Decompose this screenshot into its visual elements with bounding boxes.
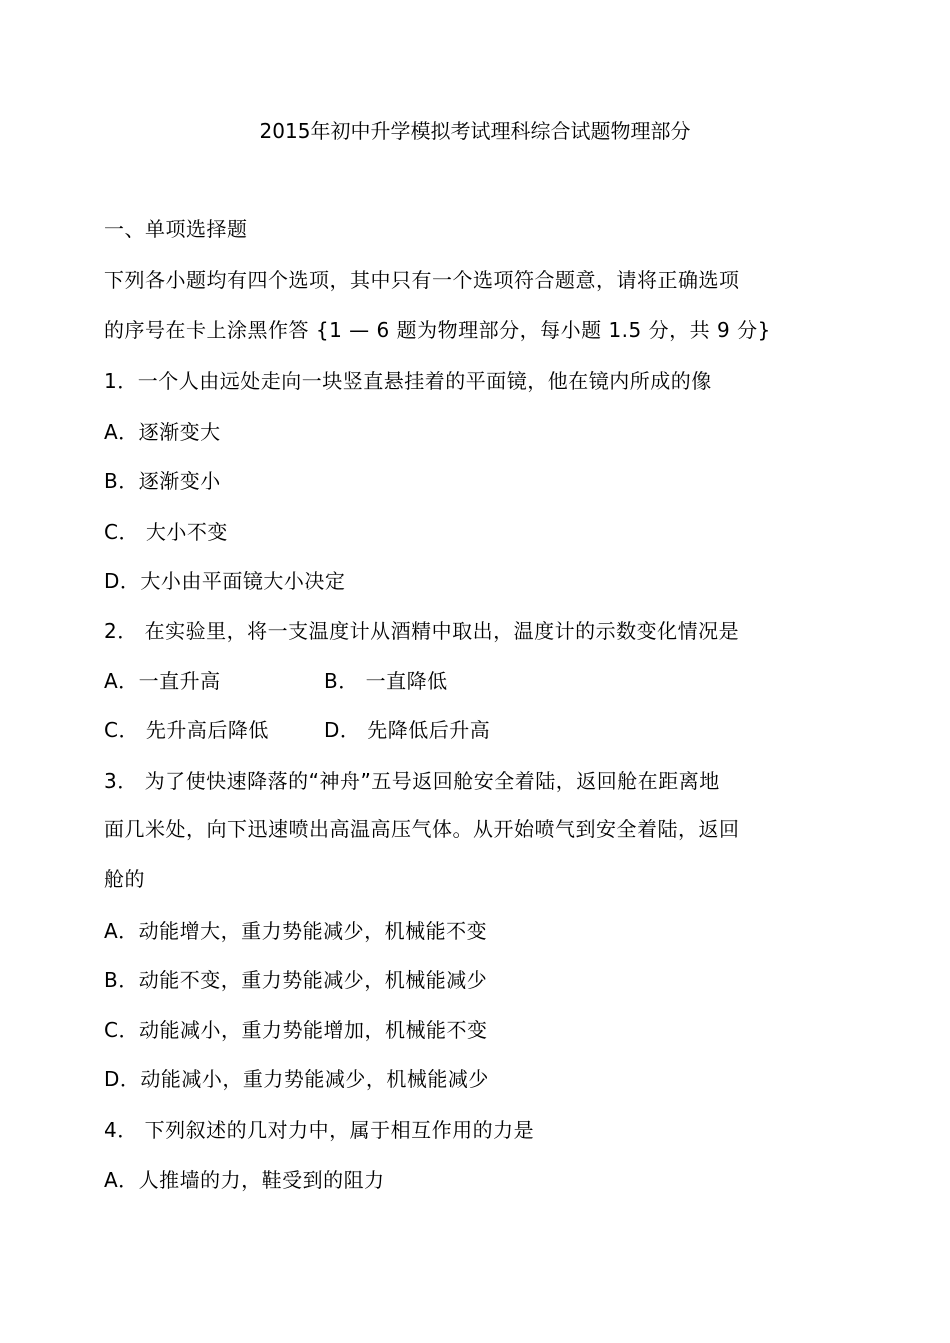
question-2-option-b: B． 一直降低: [324, 669, 448, 693]
question-1-option-c: C． 大小不变: [104, 520, 228, 544]
question-3-stem-line-3: 舱的: [104, 867, 145, 891]
section-heading: 一、单项选择题: [104, 217, 248, 241]
question-1-option-d: D．大小由平面镜大小决定: [104, 569, 346, 593]
document-title: 2015年初中升学模拟考试理科综合试题物理部分: [259, 119, 691, 143]
question-3-stem-line-1: 3． 为了使快速降落的“神舟”五号返回舱安全着陆，返回舱在距离地: [104, 769, 720, 793]
instructions-line-1: 下列各小题均有四个选项，其中只有一个选项符合题意，请将正确选项: [104, 268, 740, 292]
question-1-option-b: B．逐渐变小: [104, 469, 221, 493]
question-2-option-a: A．一直升高: [104, 669, 221, 693]
instructions-line-2: 的序号在卡上涂黑作答 {1 — 6 题为物理部分，每小题 1.5 分，共 9 分}: [104, 318, 771, 342]
question-2-option-d: D． 先降低后升高: [324, 718, 491, 742]
question-3-option-d: D．动能减小，重力势能减少，机械能减少: [104, 1067, 489, 1091]
question-3-stem-line-2: 面几米处，向下迅速喷出高温高压气体。从开始喷气到安全着陆，返回: [104, 817, 740, 841]
question-2-stem: 2． 在实验里，将一支温度计从酒精中取出，温度计的示数变化情况是: [104, 619, 740, 643]
question-3-option-c: C．动能减小，重力势能增加，机械能不变: [104, 1018, 488, 1042]
question-1-option-a: A．逐渐变大: [104, 420, 221, 444]
question-4-stem: 4． 下列叙述的几对力中，属于相互作用的力是: [104, 1118, 535, 1142]
question-1-stem: 1．一个人由远处走向一块竖直悬挂着的平面镜，他在镜内所成的像: [104, 369, 712, 393]
question-3-option-a: A．动能增大，重力势能减少，机械能不变: [104, 919, 488, 943]
question-2-option-c: C． 先升高后降低: [104, 718, 269, 742]
question-4-option-a: A．人推墙的力，鞋受到的阻力: [104, 1168, 385, 1192]
question-3-option-b: B．动能不变，重力势能减少，机械能减少: [104, 968, 488, 992]
